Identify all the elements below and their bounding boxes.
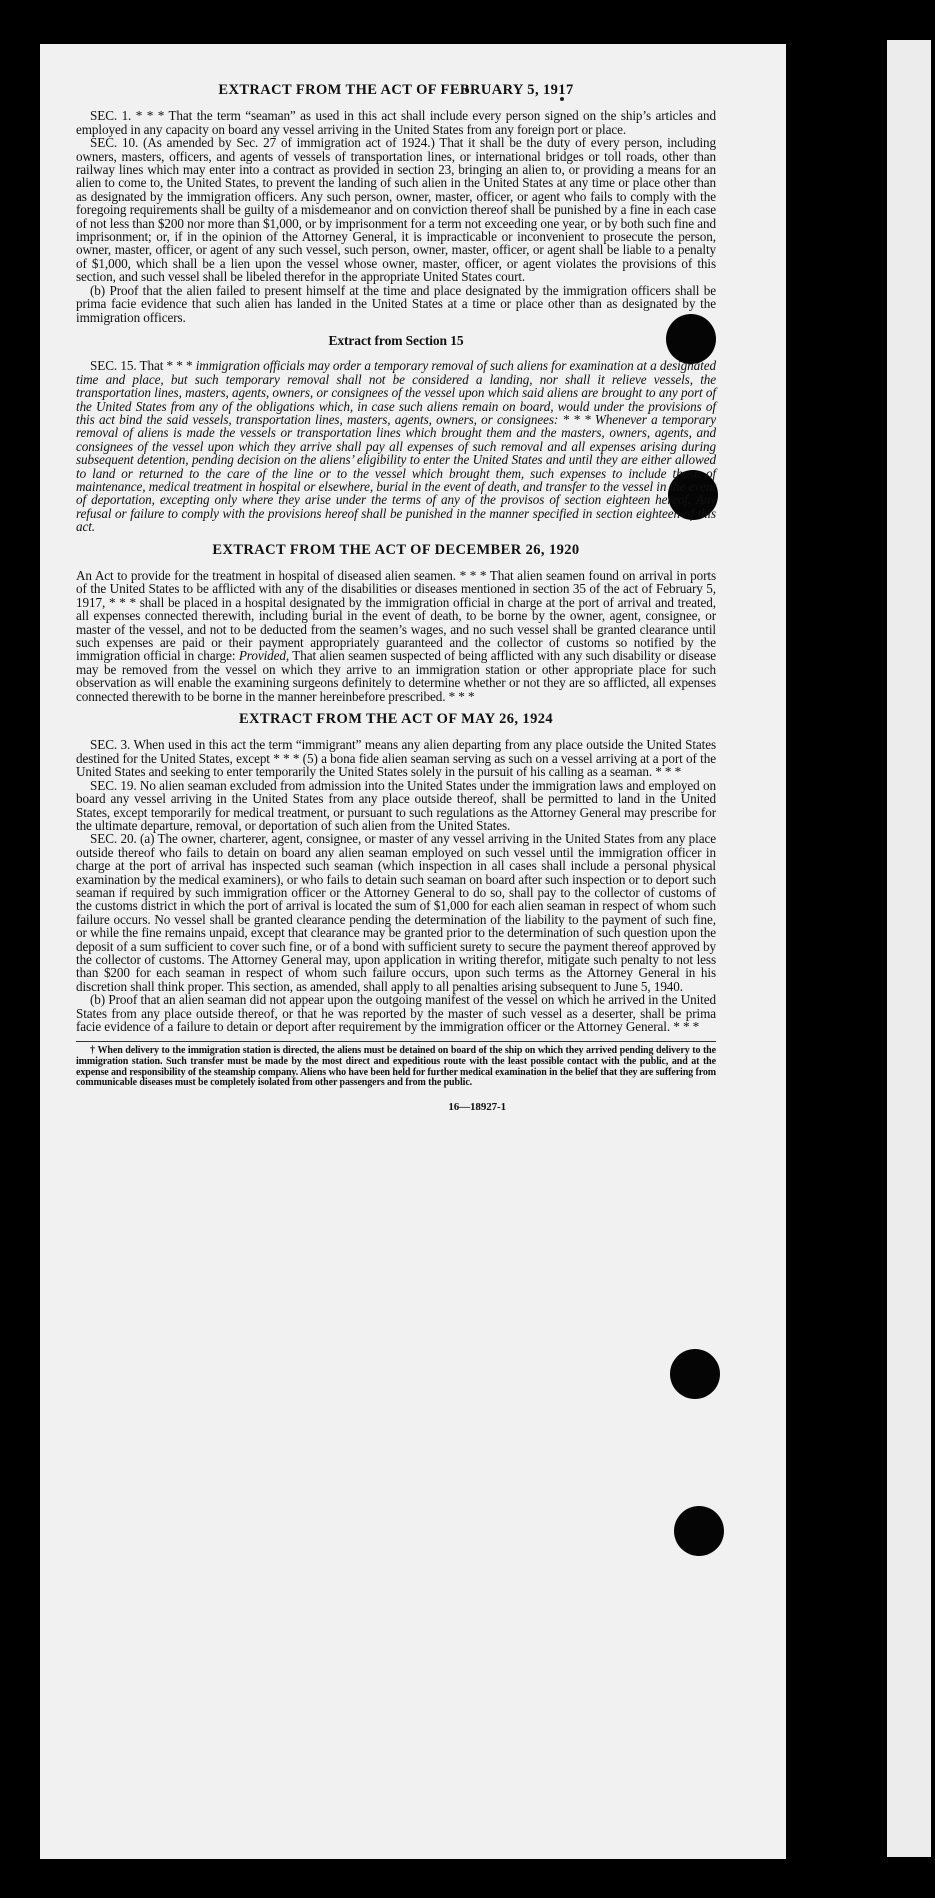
punch-hole <box>670 1349 720 1399</box>
section-15-italic: immigration officials may order a temporary removal of such aliens for examination at a designated time and place, but such temporary removal shall not be considered a landing, nor shall it relieve vessels, the transportation lines, masters, agents, owners, or consignees of the vessel upon which said aliens are brought to any port of the United States from any of the obligations which, in case such aliens remain on board, would under the provisions of this act bind the said vessels, transportation lines, masters, agents, owners, or consignees: * * * Whenever a temporary removal of aliens is made the vessels or transportation lines which brought them and the masters, owners, agents, and consignees of the vessel upon which they arrive shall pay all expenses of such removal and all expenses arising during subsequent detention, pending decision on the aliens’ eligibility to enter the United States and until they are either allowed to land or returned to the care of the line or to the vessel which brought them, such expenses to include those of maintenance, medical treatment in hospital or elsewhere, burial in the event of death, and transfer to the vessel in the event of deportation, excepting only where they arise under the terms of any of the provisos of section eighteen hereof. Any refusal or failure to comply with the provisions hereof shall be punished in the manner specified in section eighteen of this act. <box>76 358 716 535</box>
document-text <box>76 84 716 1114</box>
act-1920-tail: That alien seamen suspected of being afflicted with any such disability or disease may be removed from the vessel on which they arrive to an immigration station or other appropriate place for such observation as will enable the examining surgeons definitely to determine whether or not they are so afflicted, all expenses connected therewith to be borne in the manner hereinbefore prescribed. * * * <box>76 648 717 704</box>
section-10-paragraph: SEC. 10. (As amended by Sec. 27 of immigration act of 1924.) That it shall be the duty of every person, including owners, masters, officers, and agents of vessels of transportation lines, or international bridges or toll roads, other than railway lines which may enter into a contract as provided in section 23, bringing an alien to, or providing a means for an alien to come to, the United States, to prevent the landing of such alien in the United States at any time or place other than as designated by the immigration officers. Any such person, owner, master, officer, or agent who fails to comply with the foregoing requirements shall be guilty of a misdemeanor and on conviction thereof shall be punished by a fine in each case of not less than $200 nor more than $1,000, or by imprisonment for a term not exceeding one year, or by both such fine and imprisonment; or, if in the opinion of the Attorney General, it is impracticable or inconvenient to prosecute the person, owner, master, officer, or agent of any such vessel, such person, owner, master, officer, or agent shall be liable to a penalty of $1,000, which shall be a lien upon the vessel whose owner, master, officer, or agent violates the provisions of this section, and such vessel shall be libeled therefor in the appropriate United States court. <box>76 135 716 285</box>
section-10b-paragraph: (b) Proof that the alien failed to present himself at the time and place designated by the immigration officers shall be prima facie evidence that such alien has landed in the United States at a time or place other than as designated by the immigration officers. <box>76 282 716 325</box>
section-20a-paragraph: SEC. 20. (a) The owner, charterer, agent, consignee, or master of any vessel arriving in the United States from any place outside thereof who fails to detain on board any alien seaman employed on such vessel until the immigration officer in charge at the port of arrival has inspected such seaman (which inspection in all cases shall include a personal physical examination by the medical examiners), or who fails to detain such seaman on board after such inspection or to deport such seaman if required by such immigration officer or the Attorney General to do so, shall pay to the collector of customs of the customs district in which the port of arrival is located the sum of $1,000 for each alien seaman in respect of whom such failure occurs. No vessel shall be granted clearance pending the determination of the liability to the payment of such fine, or while the fine remains unpaid, except that clearance may be granted prior to the determination of such question upon the deposit of a sum sufficient to cover such fine, or of a bond with sufficient surety to secure the payment thereof approved by the collector of customs. The Attorney General may, upon application in writing therefor, mitigate such penalty to not less than $200 for each seaman in respect of whom such failure occurs, upon such terms as the Attorney General in his discretion shall think proper. This section, as amended, shall apply to all penalties arising subsequent to June 5, 1940. <box>76 831 716 994</box>
section-20b-paragraph: (b) Proof that an alien seaman did not appear upon the outgoing manifest of the vessel on which he arrived in the United States from any place outside thereof, or that he was reported by the master of such vessel as a deserter, shall be prima facie evidence of a failure to detain or deport after requirement by the immigration officer or the Attorney General. * * * <box>76 992 716 1034</box>
heading-section-15: Extract from Section 15 <box>328 332 464 348</box>
section-3-paragraph: SEC. 3. When used in this act the term “immigrant” means any alien departing from any place outside the United States destined for the United States, except * * * (5) a bona fide alien seaman serving as such on a vessel arriving at a port of the United States and seeking to enter temporarily the United States solely in the pursuit of his calling as a seaman. * * * <box>76 737 716 780</box>
provided-word: Provided, <box>238 648 290 664</box>
section-15-paragraph <box>76 359 716 533</box>
adjacent-page-edge <box>887 40 931 1857</box>
heading-act-may-1924: EXTRACT FROM THE ACT OF MAY 26, 1924 <box>238 711 554 728</box>
form-code: 16—18927-1 <box>448 1100 506 1113</box>
heading-act-dec-1920: EXTRACT FROM THE ACT OF DECEMBER 26, 1920 <box>212 541 580 558</box>
footnote <box>76 1041 716 1088</box>
footnote-text: † When delivery to the immigration station is directed, the aliens must be detained on board of the ship on which they arrived pending delivery to the immigration station. Such transfer must be made by the most direct and expeditious route with the least possible contact with the public, and at the expense and responsibility of the steamship company. Aliens who have been held for further medical examination in the belief that they are suffering from communicable diseases must be completely isolated from other passengers and from the public. <box>76 1045 716 1089</box>
section-19-paragraph: SEC. 19. No alien seaman excluded from admission into the United States under the immigration laws and employed on board any vessel arriving in the United States from any place outside thereof, shall be permitted to land in the United States, except temporarily for medical treatment, or pursuant to such regulations as the Attorney General may prescribe for the ultimate departure, removal, or deportation of such alien from the United States. <box>76 777 716 833</box>
heading-act-feb-1917: EXTRACT FROM THE ACT OF FEBRUARY 5, 1917 <box>218 82 574 98</box>
act-1920-lead: An Act to provide for the treatment in hospital of diseased alien seamen. * * * That alien seamen found on arrival in ports of the United States to be afflicted with any of the disabilities or diseases mentioned in section 35 of the act of February 5, 1917, * * * shall be placed in a hospital designated by the immigration official in charge at the port of arrival and treated, all expenses connected therewith, including burial in the event of death, to be borne by the owner, agent, consignee, or master of the vessel, and not to be deducted from the seamen’s wages, and no such vessel shall be granted clearance until such expenses are paid or their payment appropriately guaranteed and the collector of customs so notified by the immigration official in charge: <box>76 568 716 664</box>
act-1920-paragraph <box>76 569 716 703</box>
section-15-lead: SEC. 15. That * * * <box>90 358 196 374</box>
punch-hole <box>674 1506 724 1556</box>
section-1-paragraph: SEC. 1. * * * That the term “seaman” as used in this act shall include every person signed on the ship’s articles and employed in any capacity on board any vessel arriving in the United States from any foreign port or place. <box>76 108 716 137</box>
